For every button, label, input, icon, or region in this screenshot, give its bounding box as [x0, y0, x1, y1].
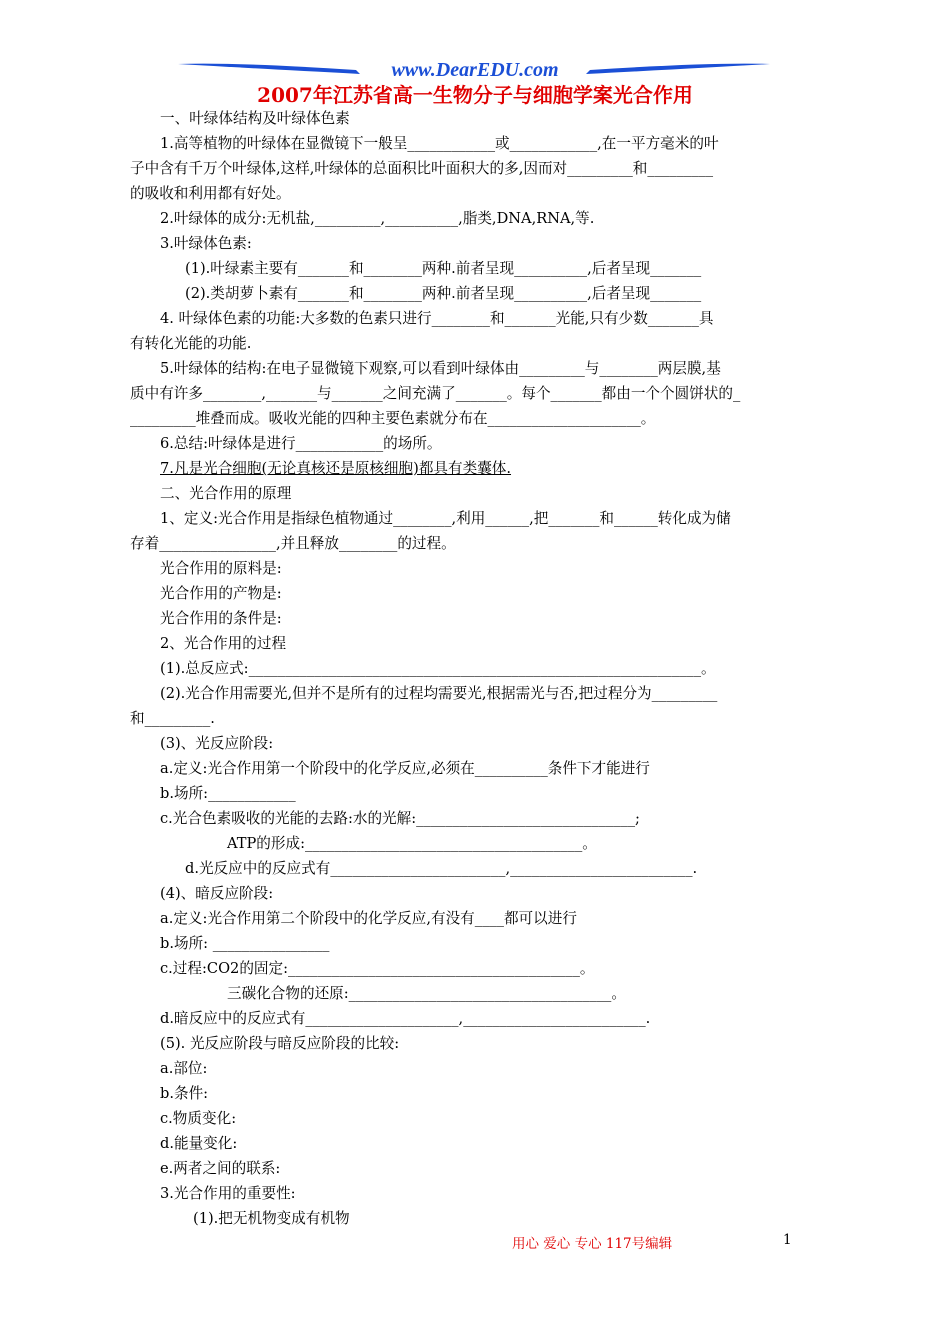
footer-note: 用心 爱心 专心 117号编辑 — [512, 1236, 673, 1252]
text-line: 子中含有千万个叶绿体,这样,叶绿体的总面积比叶面积大的多,因而对_________和_________ — [130, 160, 714, 177]
text-line: 2.叶绿体的成分:无机盐,_________,__________,脂类,DNA,RNA,等. — [160, 210, 595, 227]
text-line: a.部位: — [160, 1060, 208, 1077]
text-line: d.暗反应中的反应式有_____________________,_________________________. — [160, 1010, 651, 1027]
text-line: d.光反应中的反应式有________________________,_________________________. — [185, 860, 698, 877]
section-heading-2: 二、光合作用的原理 — [160, 485, 292, 502]
text-line: e.两者之间的联系: — [160, 1160, 281, 1177]
text-line: 光合作用的条件是: — [160, 610, 282, 627]
text-line: b.场所: ________________ — [160, 935, 330, 952]
text-line: (2).类胡萝卜素有_______和________两种.前者呈现__________,后者呈现_______ — [185, 285, 702, 302]
text-line: 光合作用的原料是: — [160, 560, 282, 577]
page-title: 2007年江苏省高一生物分子与细胞学案光合作用 — [257, 83, 693, 107]
text-line: 光合作用的产物是: — [160, 585, 282, 602]
site-logo-text: www.DearEDU.com — [391, 59, 559, 81]
text-line: (1).总反应式:______________________________________________________________。 — [160, 660, 716, 677]
text-line: a.定义:光合作用第一个阶段中的化学反应,必须在__________条件下才能进行 — [160, 760, 650, 777]
text-line: (3)、光反应阶段: — [160, 735, 274, 752]
text-line: c.物质变化: — [160, 1110, 237, 1127]
text-line: 质中有许多________,_______与_______之间充满了_______。每个_______都由一个个圆饼状的_ — [130, 385, 741, 402]
text-line: 1.高等植物的叶绿体在显微镜下一般呈____________或____________,在一平方毫米的叶 — [160, 135, 719, 152]
text-line: (1).把无机物变成有机物 — [193, 1210, 350, 1227]
text-line: c.过程:CO2的固定:________________________________________。 — [160, 960, 595, 977]
section-heading-1: 一、叶绿体结构及叶绿体色素 — [160, 110, 350, 127]
text-line: 存着________________,并且释放________的过程。 — [130, 535, 456, 552]
text-line: (2).光合作用需要光,但并不是所有的过程均需要光,根据需光与否,把过程分为_________ — [160, 685, 718, 702]
text-line: _________堆叠而成。吸收光能的四种主要色素就分布在_____________________。 — [130, 410, 656, 427]
text-line: 1、定义:光合作用是指绿色植物通过________,利用______,把_______和______转化成为储 — [160, 510, 731, 527]
text-line: 和_________. — [130, 710, 215, 727]
text-line: c.光合色素吸收的光能的去路:水的光解:______________________________; — [160, 810, 640, 827]
text-line: 3.光合作用的重要性: — [160, 1185, 296, 1202]
text-line: 的吸收和利用都有好处。 — [130, 185, 291, 202]
text-line: (1).叶绿素主要有_______和________两种.前者呈现__________,后者呈现_______ — [185, 260, 702, 277]
text-line: 5.叶绿体的结构:在电子显微镜下观察,可以看到叶绿体由_________与________两层膜,基 — [160, 360, 721, 377]
text-line: 3.叶绿体色素: — [160, 235, 252, 252]
text-line: 4. 叶绿体色素的功能:大多数的色素只进行________和_______光能,只有少数_______具 — [160, 310, 714, 327]
text-line: d.能量变化: — [160, 1135, 238, 1152]
swoosh-left — [178, 64, 360, 74]
text-line: (5). 光反应阶段与暗反应阶段的比较: — [160, 1035, 400, 1052]
text-line: (4)、暗反应阶段: — [160, 885, 274, 902]
text-line: b.场所:____________ — [160, 785, 296, 802]
text-line: ATP的形成:______________________________________。 — [227, 835, 597, 852]
text-line: a.定义:光合作用第二个阶段中的化学反应,有没有____都可以进行 — [160, 910, 577, 927]
text-line: 三碳化合物的还原:____________________________________。 — [227, 985, 626, 1002]
text-line: 6.总结:叶绿体是进行____________的场所。 — [160, 435, 442, 452]
page-number: 1 — [783, 1232, 792, 1248]
text-line: b.条件: — [160, 1085, 209, 1102]
swoosh-right — [586, 64, 770, 74]
text-line: 2、光合作用的过程 — [160, 635, 287, 652]
text-line: 有转化光能的功能. — [130, 335, 252, 352]
underlined-note: 7.凡是光合细胞(无论真核还是原核细胞)都具有类囊体. — [160, 460, 512, 477]
